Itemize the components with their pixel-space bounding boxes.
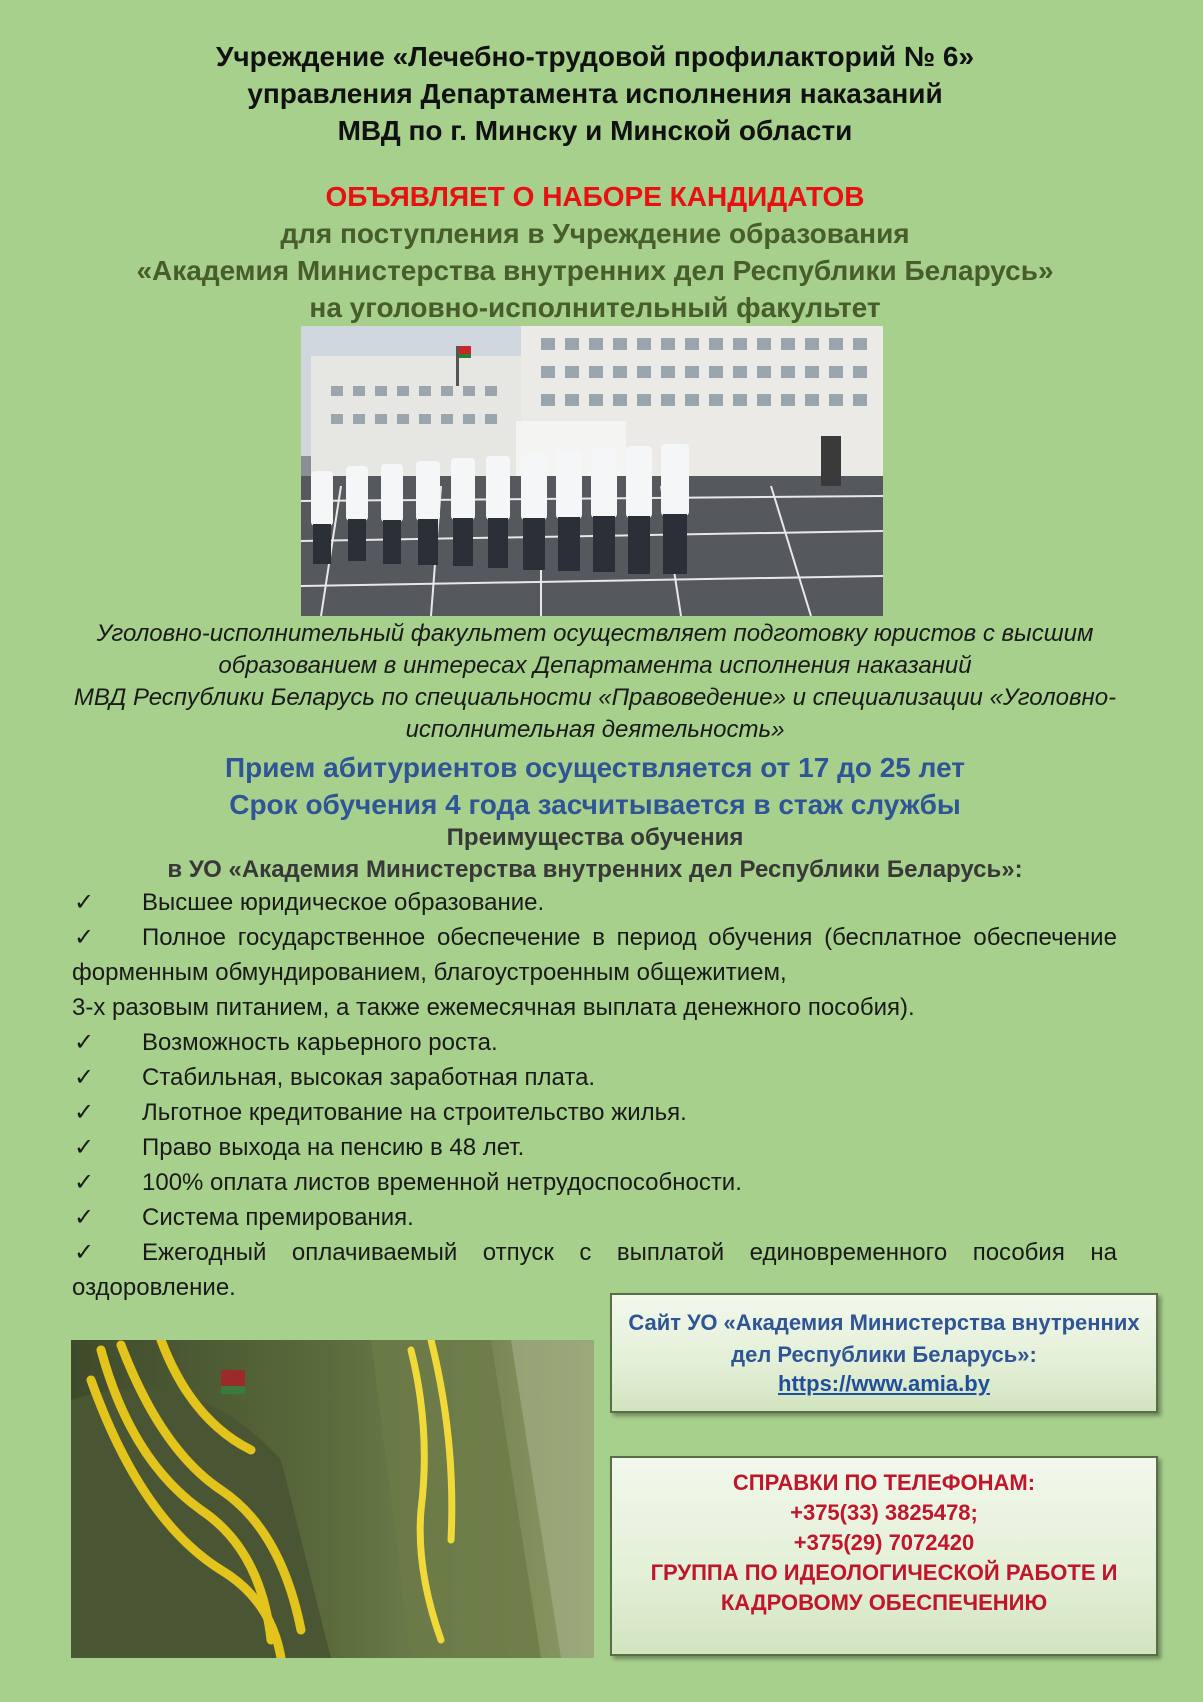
list-item-text: Возможность карьерного роста. — [142, 1029, 498, 1056]
website-line: Сайт УО «Академия Министерства внутренних — [628, 1310, 1140, 1335]
word: период — [616, 924, 697, 951]
word: Полное — [142, 924, 227, 951]
institution-title — [0, 38, 1190, 149]
website-link[interactable]: https://www.amia.by — [778, 1371, 990, 1396]
contact-title: СПРАВКИ ПО ТЕЛЕФОНАМ: — [732, 1470, 1036, 1495]
description-line: Уголовно-исполнительный факультет осуществляет подготовку юристов с высшим — [96, 620, 1094, 647]
list-item-text: 100% оплата листов временной нетрудоспособности. — [142, 1169, 742, 1196]
word: единовременного — [749, 1239, 948, 1266]
word: обеспечение — [436, 924, 581, 951]
list-item-text — [142, 921, 1117, 955]
institution-line: управления Департамента исполнения наказаний — [247, 78, 943, 109]
word: обучения — [708, 924, 813, 951]
announcement-line: для поступления в Учреждение образования — [280, 218, 910, 249]
word: обеспечение — [973, 924, 1117, 951]
description-line: исполнительная деятельность» — [405, 716, 785, 743]
age-requirement: Прием абитуриентов осуществляется от 17 до 25 лет — [224, 752, 965, 783]
checkmark-icon: ✓ — [74, 889, 95, 916]
word: (бесплатное — [824, 924, 962, 951]
checkmark-icon: ✓ — [74, 1239, 95, 1266]
list-item-text — [142, 1236, 1117, 1270]
word: в — [592, 924, 605, 951]
list-item-continuation: форменным обмундированием, благоустроенным общежитием, — [72, 959, 787, 986]
checkmark-icon: ✓ — [74, 1169, 95, 1196]
checkmark-icon: ✓ — [74, 1204, 95, 1231]
admission-highlights — [0, 749, 1190, 823]
word: выплатой — [616, 1239, 725, 1266]
word: отпуск — [482, 1239, 554, 1266]
word: на — [1090, 1239, 1117, 1266]
announcement — [0, 178, 1190, 326]
benefits-title-line: в УО «Академия Министерства внутренних дел Республики Беларусь»: — [167, 856, 1023, 883]
word: оплачиваемый — [291, 1239, 458, 1266]
phone-number: +375(33) 3825478; — [790, 1500, 978, 1525]
uniform-aiguillette-photo — [71, 1340, 594, 1658]
contact-group: КАДРОВОМУ ОБЕСПЕЧЕНИЮ — [720, 1590, 1048, 1615]
checkmark-icon: ✓ — [74, 1064, 95, 1091]
announcement-headline: ОБЪЯВЛЯЕТ О НАБОРЕ КАНДИДАТОВ — [325, 181, 865, 212]
list-item-text: Льготное кредитование на строительство жилья. — [142, 1099, 687, 1126]
website-info-box — [610, 1293, 1158, 1413]
benefits-list — [72, 886, 1117, 1306]
benefits-title-line: Преимущества обучения — [446, 824, 744, 851]
list-item-continuation: оздоровление. — [72, 1274, 236, 1301]
contact-info-box — [610, 1456, 1158, 1656]
word: с — [579, 1239, 592, 1266]
description-line: МВД Республики Беларусь по специальности «Правоведение» и специализации «Уголовно- — [73, 684, 1117, 711]
announcement-line: на уголовно-исполнительный факультет — [309, 292, 881, 323]
website-line: дел Республики Беларусь»: — [731, 1342, 1037, 1367]
description-line: образованием в интересах Департамента исполнения наказаний — [218, 652, 972, 679]
word: государственное — [237, 924, 426, 951]
study-term: Срок обучения 4 года засчитывается в стаж службы — [229, 789, 961, 820]
list-item-text: Право выхода на пенсию в 48 лет. — [142, 1134, 525, 1161]
institution-line: МВД по г. Минску и Минской области — [337, 115, 853, 146]
phone-number: +375(29) 7072420 — [793, 1530, 975, 1555]
list-item-text: Стабильная, высокая заработная плата. — [142, 1064, 596, 1091]
word: Ежегодный — [142, 1239, 267, 1266]
benefits-title — [0, 822, 1190, 886]
list-item-text: Высшее юридическое образование. — [142, 889, 545, 916]
contact-group: ГРУППА ПО ИДЕОЛОГИЧЕСКОЙ РАБОТЕ И — [650, 1560, 1118, 1585]
list-item-continuation: 3-х разовым питанием, а также ежемесячная выплата денежного пособия). — [72, 994, 915, 1021]
checkmark-icon: ✓ — [74, 1099, 95, 1126]
checkmark-icon: ✓ — [74, 1029, 95, 1056]
checkmark-icon: ✓ — [74, 1134, 95, 1161]
list-item-text: Система премирования. — [142, 1204, 414, 1231]
word: пособия — [972, 1239, 1065, 1266]
checkmark-icon: ✓ — [74, 924, 95, 951]
announcement-line: «Академия Министерства внутренних дел Республики Беларусь» — [136, 255, 1054, 286]
faculty-description — [0, 618, 1190, 746]
cadets-parade-photo — [301, 326, 883, 616]
institution-line: Учреждение «Лечебно-трудовой профилакторий № 6» — [215, 41, 975, 72]
